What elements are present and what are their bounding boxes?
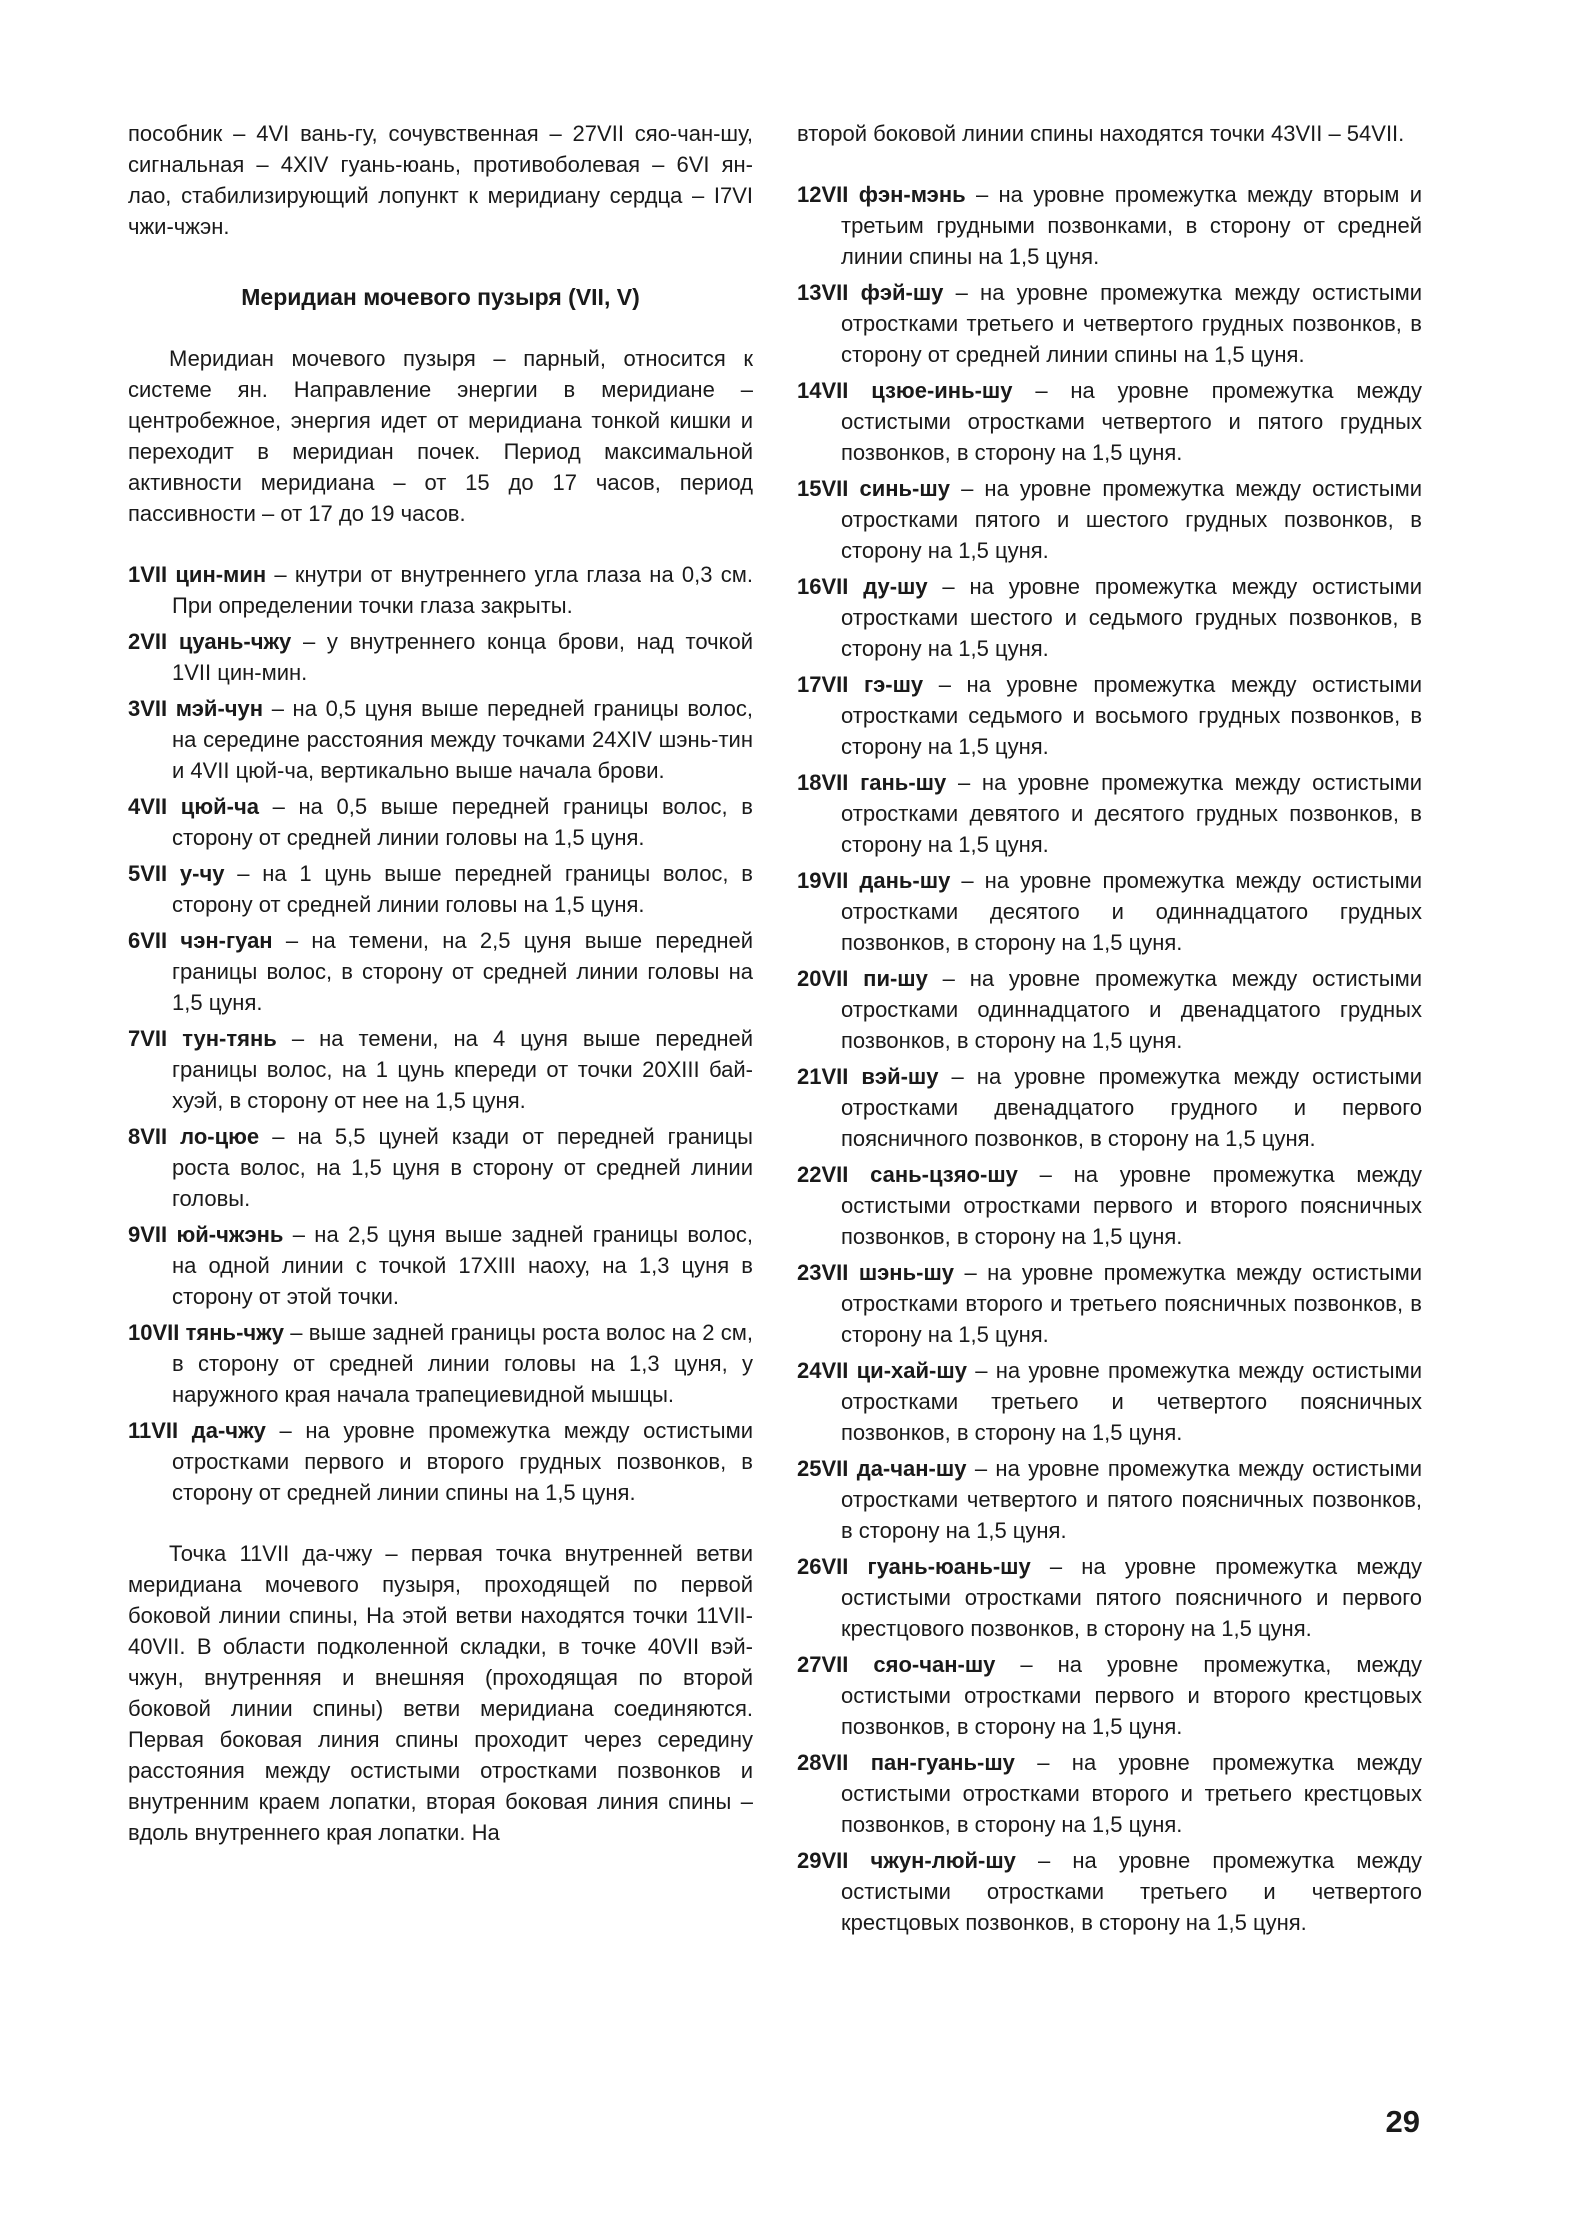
point-entry <box>797 1551 1422 1644</box>
point-description: – на 5,5 цуней кзади от передней границы роста волос, на 1,5 цуня в сторону от средней линии головы. <box>172 1124 753 1211</box>
point-name: чэн-гуан <box>180 928 273 953</box>
point-id: 1VII <box>128 562 168 587</box>
point-description: – на уровне промежутка между остистыми отростками второго и третьего поясничных позвонков, в сторону на 1,5 цуня. <box>841 1260 1422 1347</box>
point-entry <box>797 1747 1422 1840</box>
point-id: 23VII <box>797 1260 849 1285</box>
point-name: да-чжу <box>191 1418 266 1443</box>
point-name: у-чу <box>179 861 225 886</box>
point-entry <box>128 1415 753 1508</box>
point-description: – на уровне промежутка между остистыми отростками десятого и одиннадцатого грудных позвонков, в сторону на 1,5 цуня. <box>841 868 1422 955</box>
point-description: – на уровне промежутка между остистыми отростками четвертого и пятого грудных позвонков, в сторону на 1,5 цуня. <box>841 378 1422 465</box>
point-entry <box>797 571 1422 664</box>
point-id: 14VII <box>797 378 849 403</box>
point-id: 27VII <box>797 1652 849 1677</box>
point-description: – на уровне промежутка между остистыми отростками одиннадцатого и двенадцатого грудных позвонков, в сторону на 1,5 цуня. <box>841 966 1422 1053</box>
right-point-list <box>797 179 1422 1938</box>
point-id: 3VII <box>128 696 168 721</box>
point-description: – на уровне промежутка между остистыми отростками третьего и четвертого грудных позвонков, в сторону от средней линии спины на 1,5 цуня. <box>841 280 1422 367</box>
point-description: – на 0,5 выше передней границы волос, в сторону от средней линии головы на 1,5 цуня. <box>172 794 753 850</box>
point-name: вэй-шу <box>861 1064 939 1089</box>
point-entry <box>797 277 1422 370</box>
left-point-list <box>128 559 753 1508</box>
point-name: сяо-чан-шу <box>873 1652 996 1677</box>
meridian-description: Меридиан мочевого пузыря – парный, относится к системе ян. Направление энергии в меридиане – центробежное, энергия идет от меридиана тонкой кишки и переходит в меридиан почек. Период максимальной активности меридиана – от 15 до 17 часов, период пассивности – от 17 до 19 часов. <box>128 346 753 526</box>
point-id: 4VII <box>128 794 168 819</box>
point-description: – на уровне промежутка между остистыми отростками шестого и седьмого грудных позвонков, в сторону на 1,5 цуня. <box>841 574 1422 661</box>
point-name: цуань-чжу <box>178 629 292 654</box>
point-id: 13VII <box>797 280 849 305</box>
continuation-paragraph: второй боковой линии спины находятся точки 43VII – 54VII. <box>797 121 1405 146</box>
point-name: цзюе-инь-шу <box>871 378 1013 403</box>
point-id: 25VII <box>797 1456 849 1481</box>
point-name: да-чан-шу <box>856 1456 967 1481</box>
point-name: ло-цюе <box>180 1124 260 1149</box>
page-number: 29 <box>1385 2104 1420 2139</box>
point-name: пан-гуань-шу <box>870 1750 1015 1775</box>
point-id: 16VII <box>797 574 849 599</box>
point-id: 24VII <box>797 1358 849 1383</box>
point-id: 9VII <box>128 1222 168 1247</box>
point-name: пи-шу <box>863 966 928 991</box>
point-description: – на темени, на 4 цуня выше передней границы волос, на 1 цунь кпереди от точки 20XIII бай-хуэй, в сторону от нее на 1,5 цуня. <box>172 1026 753 1113</box>
point-description: – на уровне промежутка между остистыми отростками девятого и десятого грудных позвонков, в сторону на 1,5 цуня. <box>841 770 1422 857</box>
point-name: цин-мин <box>175 562 267 587</box>
point-entry <box>128 925 753 1018</box>
point-description: – на уровне промежутка между остистыми отростками первого и второго грудных позвонков, в сторону от средней линии спины на 1,5 цуня. <box>172 1418 753 1505</box>
point-description: – на уровне промежутка между остистыми отростками четвертого и пятого поясничных позвонков, в сторону на 1,5 цуня. <box>841 1456 1422 1543</box>
point-name: шэнь-шу <box>858 1260 955 1285</box>
point-name: ци-хай-шу <box>856 1358 967 1383</box>
point-entry <box>797 669 1422 762</box>
point-id: 6VII <box>128 928 168 953</box>
point-name: гуань-юань-шу <box>867 1554 1031 1579</box>
point-id: 18VII <box>797 770 849 795</box>
point-id: 17VII <box>797 672 849 697</box>
point-name: ду-шу <box>863 574 928 599</box>
point-description: – на уровне промежутка между остистыми отростками третьего и четвертого поясничных позвонков, в сторону на 1,5 цуня. <box>841 1358 1422 1445</box>
point-id: 10VII <box>128 1320 180 1345</box>
point-entry <box>797 963 1422 1056</box>
point-entry <box>128 791 753 853</box>
point-description: – на уровне промежутка между остистыми отростками третьего и четвертого крестцовых позвонков, в сторону на 1,5 цуня. <box>841 1848 1422 1935</box>
point-description: – на 1 цунь выше передней границы волос, в сторону от средней линии головы на 1,5 цуня. <box>172 861 753 917</box>
point-entry <box>797 473 1422 566</box>
point-entry <box>797 1453 1422 1546</box>
point-entry <box>797 1355 1422 1448</box>
point-description: – на уровне промежутка, между остистыми отростками первого и второго крестцовых позвонков, в сторону на 1,5 цуня. <box>841 1652 1422 1739</box>
point-description: – на уровне промежутка между остистыми отростками седьмого и восьмого грудных позвонков, в сторону на 1,5 цуня. <box>841 672 1422 759</box>
point-id: 20VII <box>797 966 849 991</box>
point-entry <box>128 693 753 786</box>
point-name: гань-шу <box>860 770 947 795</box>
point-entry <box>128 1317 753 1410</box>
point-entry <box>797 179 1422 272</box>
point-entry <box>128 559 753 621</box>
point-entry <box>797 1257 1422 1350</box>
point-id: 7VII <box>128 1026 168 1051</box>
point-id: 26VII <box>797 1554 849 1579</box>
point-entry <box>797 1159 1422 1252</box>
point-entry <box>128 1023 753 1116</box>
point-name: юй-чжэнь <box>176 1222 284 1247</box>
point-name: гэ-шу <box>863 672 924 697</box>
point-id: 8VII <box>128 1124 168 1149</box>
point-id: 29VII <box>797 1848 849 1873</box>
point-description: – на уровне промежутка между остистыми отростками второго и третьего крестцовых позвонков, в сторону на 1,5 цуня. <box>841 1750 1422 1837</box>
point-entry <box>797 1061 1422 1154</box>
point-description: – на уровне промежутка между вторым и третьим грудными позвонками, в сторону от средней линии спины на 1,5 цуня. <box>841 182 1422 269</box>
point-description: – выше задней границы роста волос на 2 см, в сторону от средней линии головы на 1,3 цуня, у наружного края начала трапециевидной мышцы. <box>172 1320 753 1407</box>
branch-paragraph: Точка 11VII да-чжу – первая точка внутренней ветви меридиана мочевого пузыря, проходящей по первой боковой линии спины, На этой ветви находятся точки 11VII-40VII. В области подколенной складки, в точке 40VII вэй-чжун, внутренняя и внешняя (проходящая по второй боковой линии спины) ветви меридиана соединяются. Первая боковая линия спины проходит через середину расстояния между остистыми отростками позвонков и внутренним краем лопатки, вторая боковая линия спины – вдоль внутреннего края лопатки. На <box>128 1541 753 1845</box>
point-description: – у внутреннего конца брови, над точкой 1VII цин-мин. <box>172 629 753 685</box>
right-column <box>797 118 1422 1943</box>
point-name: тянь-чжу <box>185 1320 284 1345</box>
point-description: – кнутри от внутреннего угла глаза на 0,3 см. При определении точки глаза закрыты. <box>172 562 753 618</box>
point-name: фэй-шу <box>860 280 944 305</box>
point-id: 2VII <box>128 629 168 654</box>
point-id: 12VII <box>797 182 849 207</box>
point-description: – на уровне промежутка между остистыми отростками двенадцатого грудного и первого поясничного позвонков, в сторону на 1,5 цуня. <box>841 1064 1422 1151</box>
intro-tail-paragraph: пособник – 4VI вань-гу, сочувственная – 27VII сяо-чан-шу, сигнальная – 4XIV гуань-юань, противоболевая – 6VI ян-лао, стабилизирующий лопункт к меридиану сердца – I7VI чжи-чжэн. <box>128 121 753 239</box>
point-entry <box>797 865 1422 958</box>
point-id: 15VII <box>797 476 849 501</box>
point-id: 22VII <box>797 1162 849 1187</box>
point-entry <box>128 1121 753 1214</box>
point-name: фэн-мэнь <box>858 182 966 207</box>
section-heading: Меридиан мочевого пузыря (VII, V) <box>241 284 640 310</box>
point-name: мэй-чун <box>175 696 264 721</box>
point-entry <box>797 1845 1422 1938</box>
point-entry <box>128 626 753 688</box>
point-name: дань-шу <box>859 868 951 893</box>
point-description: – на уровне промежутка между остистыми отростками пятого поясничного и первого крестцового позвонков, в сторону на 1,5 цуня. <box>841 1554 1422 1641</box>
point-entry <box>797 1649 1422 1742</box>
point-description: – на темени, на 2,5 цуня выше передней границы волос, в сторону от средней линии головы на 1,5 цуня. <box>172 928 753 1015</box>
point-entry <box>128 1219 753 1312</box>
point-entry <box>797 375 1422 468</box>
point-id: 28VII <box>797 1750 849 1775</box>
point-name: сань-цзяо-шу <box>870 1162 1018 1187</box>
point-name: чжун-люй-шу <box>870 1848 1016 1873</box>
point-name: тун-тянь <box>182 1026 277 1051</box>
point-description: – на 2,5 цуня выше задней границы волос, на одной линии с точкой 17XIII наоху, на 1,3 цуня в сторону от этой точки. <box>172 1222 753 1309</box>
left-column <box>128 118 753 1848</box>
point-entry <box>797 767 1422 860</box>
point-entry <box>128 858 753 920</box>
point-id: 19VII <box>797 868 849 893</box>
point-id: 5VII <box>128 861 168 886</box>
point-description: – на уровне промежутка между остистыми отростками пятого и шестого грудных позвонков, в сторону на 1,5 цуня. <box>841 476 1422 563</box>
point-id: 11VII <box>128 1418 179 1443</box>
point-name: цюй-ча <box>180 794 259 819</box>
point-description: – на 0,5 цуня выше передней границы волос, на середине расстояния между точками 24XIV шэнь-тин и 4VII цюй-ча, вертикально выше начала брови. <box>172 696 753 783</box>
point-name: синь-шу <box>859 476 950 501</box>
point-description: – на уровне промежутка между остистыми отростками первого и второго поясничных позвонков, в сторону на 1,5 цуня. <box>841 1162 1422 1249</box>
point-id: 21VII <box>797 1064 849 1089</box>
